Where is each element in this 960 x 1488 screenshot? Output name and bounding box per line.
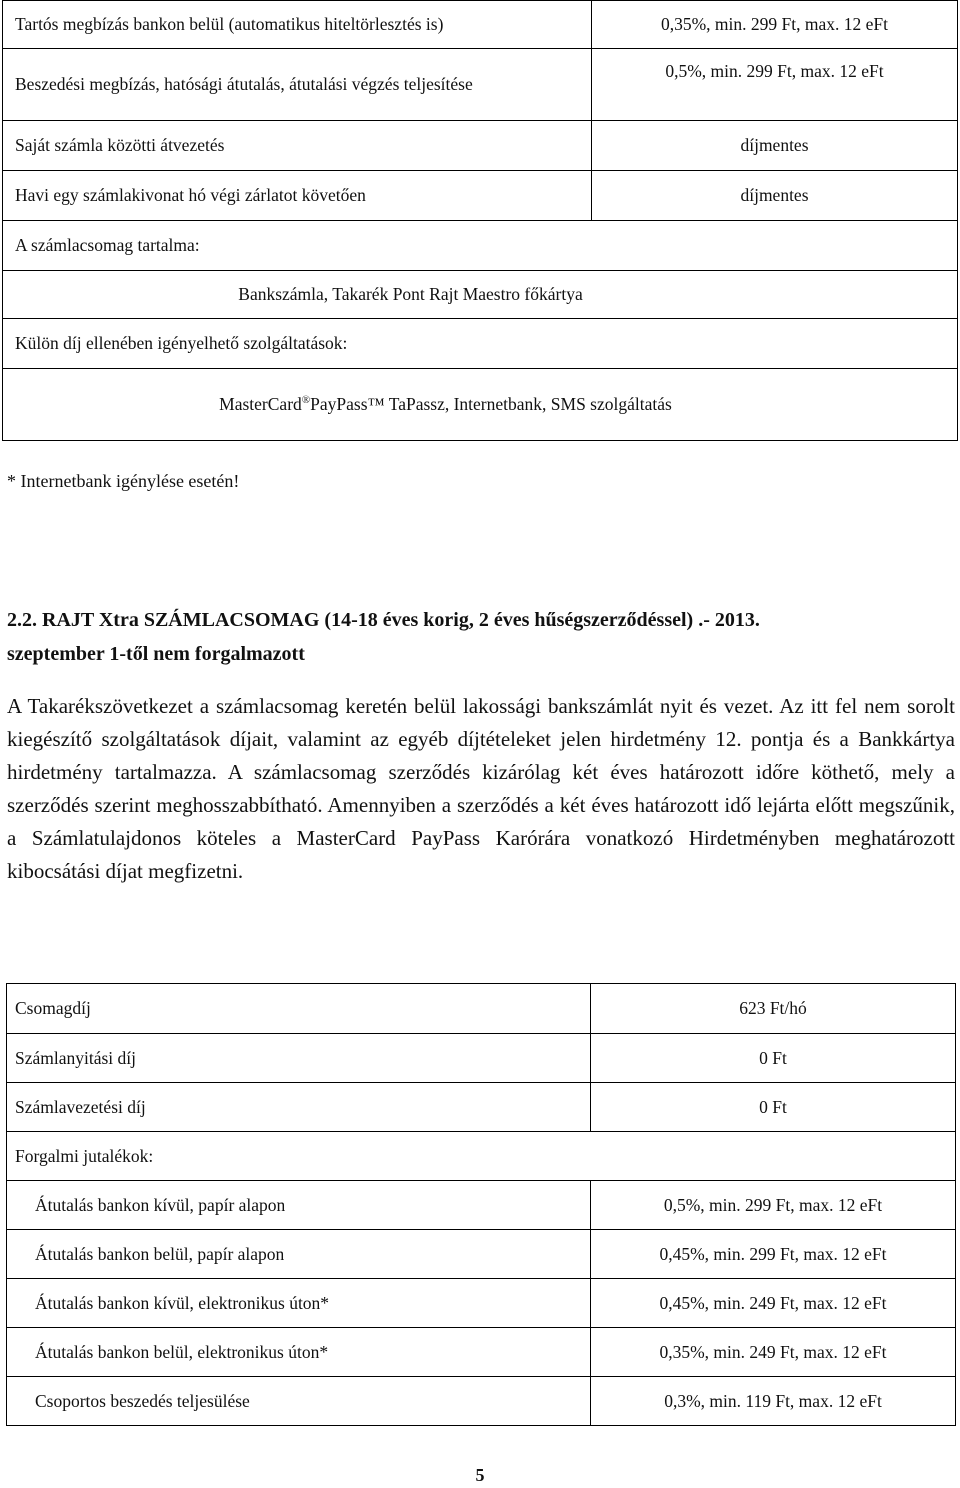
row-value: 0,5%, min. 299 Ft, max. 12 eFt: [592, 49, 958, 121]
table-row: [7, 1279, 956, 1328]
fee-label: Számlavezetési díj: [7, 1083, 591, 1132]
row-label: Saját számla közötti átvezetés: [3, 121, 592, 171]
internetbank-note: * Internetbank igénylése esetén!: [7, 471, 240, 491]
commission-value: 0,45%, min. 249 Ft, max. 12 eFt: [591, 1279, 956, 1328]
commission-value: 0,45%, min. 299 Ft, max. 12 eFt: [591, 1230, 956, 1279]
table-row: [7, 1034, 956, 1083]
commission-label: Átutalás bankon belül, papír alapon: [7, 1230, 591, 1279]
commission-value: 0,5%, min. 299 Ft, max. 12 eFt: [591, 1181, 956, 1230]
fee-value: 0 Ft: [591, 1034, 956, 1083]
commission-label: Csoportos beszedés teljesülése: [7, 1377, 591, 1426]
row-label: Beszedési megbízás, hatósági átutalás, átutalási végzés teljesítése: [3, 49, 592, 121]
table-row: [7, 1230, 956, 1279]
section-heading-line2: szeptember 1-től nem forgalmazott: [7, 643, 305, 665]
fee-value: 0 Ft: [591, 1083, 956, 1132]
commission-label: Átutalás bankon kívül, papír alapon: [7, 1181, 591, 1230]
page-number: 5: [475, 1465, 485, 1485]
table-row: [3, 49, 958, 121]
table-row: [7, 1181, 956, 1230]
table-row: [7, 984, 956, 1034]
commission-label: Átutalás bankon kívül, elektronikus úton*: [7, 1279, 591, 1328]
table-row: [3, 369, 958, 441]
extra-services-value: [3, 369, 958, 441]
fee-label: Számlanyitási díj: [7, 1034, 591, 1083]
table-row: [7, 1328, 956, 1377]
mastercard-text: MasterCard: [219, 394, 302, 414]
table-row: [3, 121, 958, 171]
row-value: díjmentes: [592, 171, 958, 221]
section-paragraph: A Takarékszövetkezet a számlacsomag keretén belül lakossági bankszámlát nyit és vezet. Az itt fel nem sorolt kiegészítő szolgáltatások díjait, valamint az egyéb díjtételeket jelen hirdetmény 12. pontja és a Bankkártya hirdetmény tartalmazza. A számlacsomag szerződés kizárólag két éves határozott időre köthető, mely a szerződés szerint meghosszabbítható. Amennyiben a szerződés a két éves határozott idő lejárta előtt megszűnik, a Számlatulajdonos köteles a MasterCard PayPass Karórára vonatkozó Hirdetményben meghatározott kibocsátási díjat megfizetni.: [7, 694, 955, 883]
fee-label: Csomagdíj: [7, 984, 591, 1034]
extra-services-label: Külön díj ellenében igényelhető szolgáltatások:: [3, 319, 958, 369]
row-label: Havi egy számlakivonat hó végi zárlatot követően: [3, 171, 592, 221]
table-row: [3, 319, 958, 369]
table-row: [3, 221, 958, 271]
fee-value: 623 Ft/hó: [591, 984, 956, 1034]
table-row: [3, 171, 958, 221]
section-heading-line1: 2.2. RAJT Xtra SZÁMLACSOMAG (14-18 éves korig, 2 éves hűségszerződéssel) .- 2013.: [7, 609, 760, 631]
table-row: [3, 271, 958, 319]
table-row: [7, 1132, 956, 1181]
row-value: 0,35%, min. 299 Ft, max. 12 eFt: [592, 1, 958, 49]
package-content-label: A számlacsomag tartalma:: [3, 221, 958, 271]
commission-label: Átutalás bankon belül, elektronikus úton*: [7, 1328, 591, 1377]
row-label: Tartós megbízás bankon belül (automatikus hiteltörlesztés is): [3, 1, 592, 49]
commission-value: 0,35%, min. 249 Ft, max. 12 eFt: [591, 1328, 956, 1377]
row-value: díjmentes: [592, 121, 958, 171]
table-row: [3, 1, 958, 49]
table-row: [7, 1083, 956, 1132]
registered-mark: ®: [301, 394, 311, 407]
commissions-label: Forgalmi jutalékok:: [7, 1132, 956, 1181]
bottom-fee-table: [6, 983, 956, 1426]
top-fee-table: [2, 0, 958, 441]
section-heading: [7, 603, 957, 671]
paypass-services-text: PayPass™ TaPassz, Internetbank, SMS szolgáltatás: [310, 394, 672, 414]
commission-value: 0,3%, min. 119 Ft, max. 12 eFt: [591, 1377, 956, 1426]
table-row: [7, 1377, 956, 1426]
package-content-value: Bankszámla, Takarék Pont Rajt Maestro főkártya: [3, 271, 958, 319]
